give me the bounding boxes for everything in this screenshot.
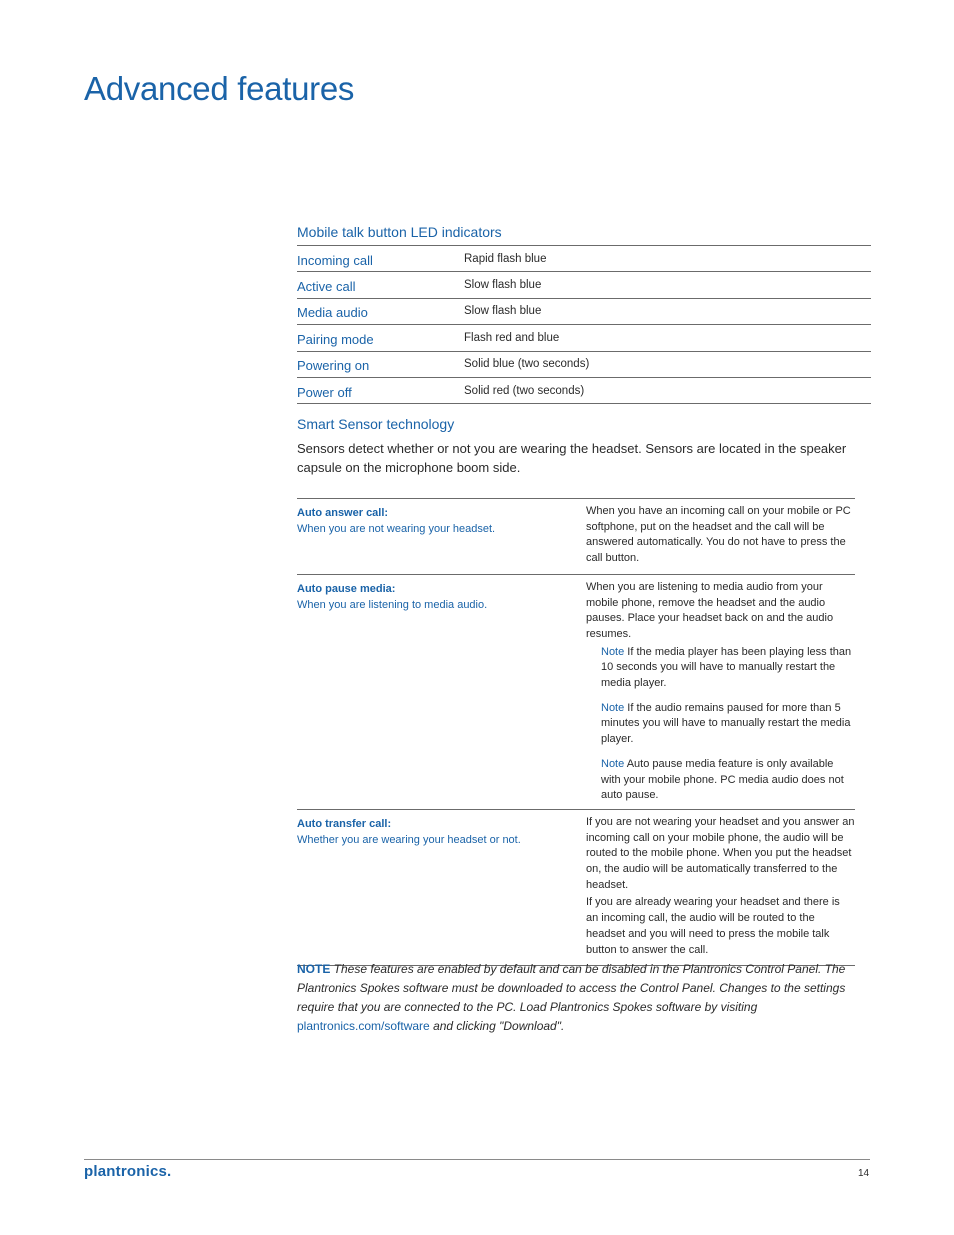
feature-description: When you are listening to media audio from your mobile phone, remove the headset and the audio pauses. Place your headset back on and the audio resumes. — [586, 580, 834, 640]
feature-name-cell — [297, 815, 586, 960]
led-state-value: Rapid flash blue — [464, 252, 547, 265]
led-state-label: Power off — [297, 384, 352, 400]
table-row — [297, 499, 855, 575]
feature-description: When you have an incoming call on your mobile or PC softphone, put on the headset and the call will be answered automatically. You do not have to press the call button. — [586, 505, 851, 565]
footnote — [297, 960, 872, 1036]
led-state-value: Slow flash blue — [464, 279, 542, 292]
led-state-value: Solid blue (two seconds) — [464, 358, 590, 371]
table-row — [297, 272, 871, 298]
led-state-value: Solid red (two seconds) — [464, 384, 585, 397]
feature-condition: When you are not wearing your headset. — [297, 523, 496, 535]
feature-note — [601, 645, 855, 692]
led-indicator-table — [297, 245, 871, 404]
table-row — [297, 575, 855, 810]
feature-condition: When you are listening to media audio. — [297, 598, 488, 611]
led-state-label: Pairing mode — [297, 331, 374, 347]
footnote-text: These features are enabled by default and can be disabled in the Plantronics Control Panel. The Plantronics Spokes software must be downloaded to access the Control Panel. Changes to the settings require that you are connected to the PC. Load Plantronics Spokes software by visiting — [297, 962, 846, 1014]
led-state-label: Incoming call — [297, 252, 373, 268]
led-state-label: Media audio — [297, 305, 368, 321]
footnote-label: NOTE — [297, 962, 331, 976]
note-label: Note — [601, 701, 625, 714]
table-row — [297, 246, 871, 272]
feature-description: If you are already wearing your headset and there is an incoming call, the audio will be routed to the headset and you will need to press the mobile talk button to answer the call. — [586, 896, 840, 956]
feature-title: Auto answer call: — [297, 507, 389, 519]
feature-description-cell — [586, 580, 855, 804]
feature-description-cell — [586, 504, 855, 569]
note-label: Note — [601, 645, 625, 658]
led-section-heading: Mobile talk button LED indicators — [297, 224, 502, 240]
software-link[interactable]: plantronics.com/software — [297, 1019, 430, 1033]
table-row — [297, 325, 871, 351]
plantronics-logo: plantronics. — [84, 1163, 172, 1180]
footnote-tail: and clicking "Download". — [429, 1019, 565, 1033]
feature-note — [601, 757, 855, 804]
table-row — [297, 299, 871, 325]
note-label: Note — [601, 757, 625, 770]
table-row — [297, 378, 871, 404]
led-state-label: Active call — [297, 279, 356, 295]
note-text: If the audio remains paused for more than 5 minutes you will have to manually restart the media player. — [601, 701, 851, 746]
feature-note — [601, 701, 855, 748]
feature-title: Auto pause media: — [297, 582, 396, 595]
table-row — [297, 810, 855, 966]
led-state-label: Powering on — [297, 358, 370, 374]
sensor-feature-table — [297, 498, 855, 966]
footer-divider — [84, 1159, 870, 1160]
feature-description-cell — [586, 815, 855, 960]
led-state-value: Flash red and blue — [464, 331, 560, 344]
sensor-section-heading: Smart Sensor technology — [297, 416, 455, 432]
feature-title: Auto transfer call: — [297, 817, 392, 830]
feature-name-cell — [297, 580, 586, 804]
page-title: Advanced features — [84, 70, 355, 107]
feature-condition: Whether you are wearing your headset or not. — [297, 833, 521, 846]
table-row — [297, 352, 871, 378]
led-state-value: Slow flash blue — [464, 305, 542, 318]
feature-description: If you are not wearing your headset and you answer an incoming call on your mobile phone, the audio will be routed to the mobile phone. When you put the headset on, the audio will be automatically transferred to the headset. — [586, 815, 855, 891]
note-text: Auto pause media feature is only available with your mobile phone. PC media audio does not auto pause. — [601, 757, 844, 802]
page-number: 14 — [858, 1168, 870, 1179]
feature-name-cell — [297, 504, 586, 569]
sensor-intro-text: Sensors detect whether or not you are wearing the headset. Sensors are located in the speaker capsule on the microphone boom side. — [297, 441, 847, 475]
note-text: If the media player has been playing less than 10 seconds you will have to manually restart the media player. — [601, 645, 852, 690]
